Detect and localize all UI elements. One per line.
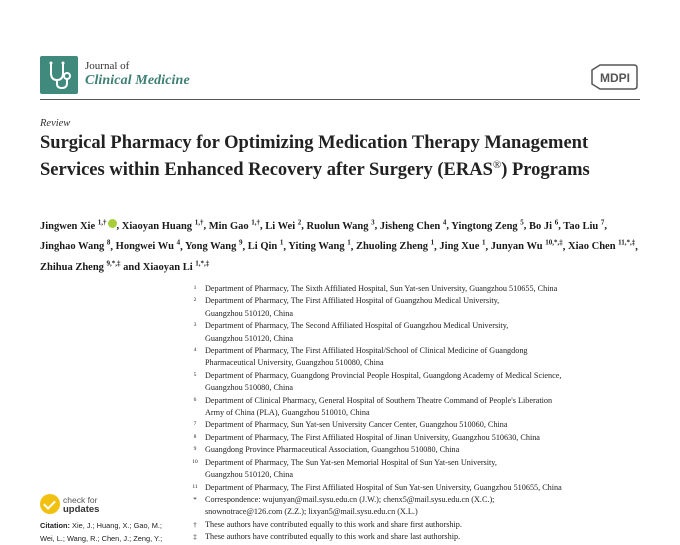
affiliation-mark: 11	[192, 483, 198, 490]
affiliation-line: Department of Clinical Pharmacy, General Hospital of Southern Theatre Command of People's Liberation	[205, 395, 553, 405]
affiliation-mark: ‡	[193, 533, 197, 542]
affiliation-mark: 6	[193, 396, 197, 403]
check-for-label: check for	[63, 495, 98, 505]
author[interactable]	[40, 259, 121, 273]
affiliation-mark: 5	[193, 371, 197, 378]
author-name: Jing Xue	[439, 241, 480, 252]
author-name: Ruolun Wang	[306, 220, 369, 232]
check-badge-icon	[40, 494, 60, 514]
author[interactable]	[40, 218, 117, 232]
author-name: Yong Wang	[184, 241, 237, 252]
affiliation-line: Department of Pharmacy, The First Affiliated Hospital of Sun Yat-sen University, Guangzhou 510655, China	[205, 482, 562, 492]
journal-name-line2: Clinical Medicine	[85, 73, 190, 88]
author[interactable]	[439, 238, 486, 252]
affiliation-item	[188, 482, 648, 494]
author-name: Bo Ji	[529, 220, 553, 232]
author[interactable]	[490, 238, 563, 252]
article-type: Review	[40, 118, 71, 129]
author-affiliation-marks: 11,*,‡	[618, 238, 636, 247]
author-name: Jinghao Wang	[40, 241, 105, 252]
affiliation-item	[188, 345, 648, 370]
author[interactable]	[208, 218, 261, 232]
affiliation-mark: †	[193, 520, 197, 529]
affiliation-item	[188, 395, 648, 420]
affiliation-line: Correspondence: wujunyan@mail.sysu.edu.cn (J.W.); chenx5@mail.sysu.edu.cn (X.C.);	[205, 494, 495, 504]
affiliation-line: Guangzhou 510120, China	[205, 333, 294, 343]
updates-label: updates	[63, 504, 100, 515]
affiliation-item	[188, 432, 648, 444]
author[interactable]	[121, 218, 204, 232]
affiliation-item	[188, 444, 648, 456]
affiliation-item	[188, 494, 648, 519]
author-affiliation-marks: 4	[176, 238, 181, 247]
author-affiliation-marks: 7	[600, 218, 605, 226]
author[interactable]	[247, 238, 284, 252]
author-name: Min Gao	[208, 220, 249, 232]
affiliation-line: Department of Pharmacy, The Sun Yat-sen Memorial Hospital of Sun Yat-sen University,	[205, 457, 497, 467]
affiliation-line: Guangzhou 510120, China	[205, 470, 294, 480]
affiliation-item	[188, 295, 648, 320]
author[interactable]	[567, 238, 636, 252]
citation-block	[40, 519, 180, 545]
author-affiliation-marks: 9	[239, 238, 243, 247]
author-affiliation-marks: 3	[371, 218, 375, 226]
affiliation-list	[188, 283, 648, 544]
affiliation-line: Guangzhou 510120, China	[205, 308, 294, 318]
affiliation-mark: 4	[193, 347, 197, 354]
author-name: Li Qin	[247, 241, 278, 252]
title-end: ) Programs	[501, 160, 590, 181]
author[interactable]	[288, 238, 351, 252]
citation-line2: Wei, L.; Wang, R.; Chen, J.; Zeng, Y.;	[40, 534, 163, 543]
author[interactable]	[40, 238, 111, 252]
affiliation-item	[188, 519, 648, 531]
header-divider	[40, 99, 640, 100]
author-affiliation-marks: 1	[482, 238, 486, 247]
author-name: Xiao Chen	[567, 241, 616, 252]
affiliation-line: Department of Pharmacy, The First Affiliated Hospital of Guangzhou Medical University,	[205, 296, 500, 306]
author-affiliation-marks: 2	[297, 218, 302, 226]
author-affiliation-marks: 1,†	[97, 218, 107, 226]
journal-logo	[40, 56, 78, 94]
citation-label: Citation:	[40, 521, 70, 530]
author-affiliation-marks: 9,*,‡	[106, 259, 121, 267]
affiliation-mark: 2	[193, 297, 197, 304]
author-name: Jingwen Xie	[40, 220, 96, 232]
affiliation-line: Guangdong Province Pharmaceutical Association, Guangzhou 510080, China	[205, 445, 460, 455]
affiliation-item	[188, 320, 648, 345]
affiliation-line: Department of Pharmacy, Guangdong Provincial People Hospital, Guangdong Academy of Medical Science,	[205, 370, 562, 380]
title-main: Surgical Pharmacy for Optimizing Medication Therapy Management Services within Enhanced Recovery after Surgery (ERAS	[40, 133, 589, 181]
author-name: Zhihua Zheng	[40, 261, 104, 273]
journal-name-line1: Journal of	[85, 60, 130, 72]
affiliation-line: Department of Pharmacy, The Second Affiliated Hospital of Guangzhou Medical University,	[205, 321, 509, 331]
author-affiliation-marks: 4	[442, 218, 447, 226]
affiliation-line: Department of Pharmacy, Sun Yat-sen University Cancer Center, Guangzhou 510060, China	[205, 420, 508, 430]
affiliation-line: These authors have contributed equally to this work and share last authorship.	[205, 532, 461, 542]
author-name: Zhuoling Zheng	[355, 241, 429, 252]
affiliation-mark: 3	[193, 322, 197, 329]
affiliation-mark: 9	[193, 446, 197, 453]
affiliation-mark: *	[193, 495, 197, 504]
registered-mark: ®	[492, 159, 502, 171]
author[interactable]	[123, 259, 210, 273]
affiliation-line: Department of Pharmacy, The First Affiliated Hospital/School of Clinical Medicine of Guangdong	[205, 346, 528, 356]
author[interactable]	[306, 218, 375, 232]
affiliation-line: Army of China (PLA), Guangzhou 510010, China	[205, 408, 370, 418]
affiliation-item	[188, 370, 648, 395]
affiliation-line: snownotrace@126.com (Z.Z.); lixyan5@mail.sysu.edu.cn (X.L.)	[205, 507, 418, 517]
publisher-name: MDPI	[600, 71, 630, 85]
affiliation-item	[188, 283, 648, 295]
affiliation-line: Guangzhou 510080, China	[205, 383, 294, 393]
author-name: Yiting Wang	[288, 241, 345, 252]
author-conjunction: and	[123, 261, 143, 273]
author-affiliation-marks: 10,*,‡	[545, 238, 563, 247]
affiliation-line: These authors have contributed equally to this work and share first authorship.	[205, 519, 462, 529]
author[interactable]	[529, 218, 559, 232]
author-affiliation-marks: 1	[430, 238, 435, 247]
author[interactable]	[355, 238, 435, 252]
author-affiliation-marks: 1,*,‡	[195, 259, 210, 267]
author[interactable]	[563, 218, 605, 232]
author-name: Jisheng Chen	[379, 220, 441, 232]
affiliation-line: Department of Pharmacy, The First Affiliated Hospital of Jinan University, Guangzhou 510630, China	[205, 432, 540, 442]
author-affiliation-marks: 1	[279, 238, 284, 247]
author[interactable]	[379, 218, 447, 232]
citation-line1: Xie, J.; Huang, X.; Gao, M.;	[72, 521, 162, 530]
affiliation-mark: 1	[193, 285, 197, 291]
author-name: Li Wei	[265, 220, 296, 232]
author-affiliation-marks: 8	[106, 238, 111, 247]
author-affiliation-marks: 1,†	[251, 218, 261, 226]
author-name: Hongwei Wu	[115, 241, 174, 252]
check-for-updates-button[interactable]	[40, 494, 120, 516]
affiliation-mark: 8	[193, 433, 197, 440]
affiliation-mark: 10	[192, 458, 198, 465]
author-name: Xiaoyan Huang	[121, 220, 193, 232]
author[interactable]	[115, 238, 181, 252]
author-name: Junyan Wu	[490, 241, 543, 252]
affiliation-item	[188, 419, 648, 431]
orcid-icon[interactable]	[108, 219, 117, 228]
author-name: Tao Liu	[563, 220, 599, 232]
author-name: Xiaoyan Li	[142, 261, 193, 273]
affiliation-item	[188, 457, 648, 482]
affiliation-item	[188, 531, 648, 543]
author-list: Jingwen Xie $^{1,\dagger}$ , Xiaoyan Huang $^{1,\dagger}$, Min Gao $^{1,\dagger}$, Li Wei $^2$, Ruolun Wang $^3$, Jisheng Chen $^4$, Yingtong Zeng $^5$, Bo Ji $^6$, Tao Liu $^7$, Jinghao Wang $^8$, Hongwei Wu $^4$, Yong Wang $^9$, Li Qin $^1$, Yiting Wang $^1$, Zhuoling Zheng $^1$, Jing Xue $^1$, Junyan Wu $^{10,*,\ddagger}$, Xiao Chen $^{11,*,\ddagger}$, Zhihua Zheng $^{9,*,\ddagger}$ and Xiaoyan Li $^{1,*,\ddagger}$	[40, 218, 638, 273]
author-affiliation-marks: 6	[554, 218, 559, 226]
stethoscope-icon	[40, 56, 78, 94]
author-affiliation-marks: 1,†	[194, 218, 204, 226]
author[interactable]	[265, 218, 302, 232]
mdpi-logo	[588, 64, 638, 90]
article-title	[40, 132, 640, 181]
author[interactable]	[451, 218, 524, 232]
author-affiliation-marks: 5	[520, 218, 524, 226]
author[interactable]	[184, 238, 243, 252]
author-name: Yingtong Zeng	[451, 220, 518, 232]
affiliation-line: Pharmaceutical University, Guangzhou 510080, China	[205, 358, 384, 368]
affiliation-mark: 7	[193, 421, 197, 428]
affiliation-line: Department of Pharmacy, The Sixth Affiliated Hospital, Sun Yat-sen University, Guangzhou 510655, China	[205, 284, 558, 293]
author-affiliation-marks: 1	[347, 238, 351, 247]
